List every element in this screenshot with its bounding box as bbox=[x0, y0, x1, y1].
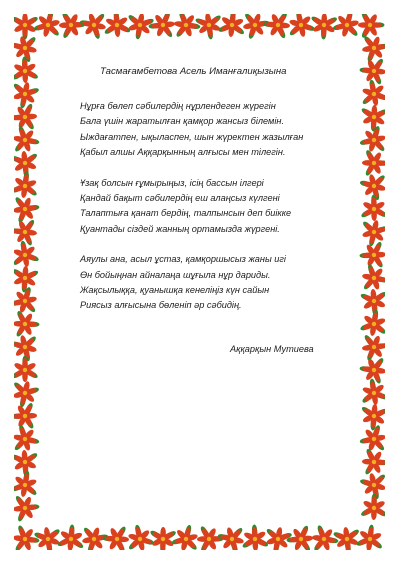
poinsettia-flower bbox=[357, 397, 385, 433]
signature: Аққарқын Мутиева bbox=[230, 344, 314, 354]
poinsettia-flower bbox=[356, 281, 385, 319]
poinsettia-flower bbox=[14, 423, 42, 456]
poem-line: Қабыл алшы Аққарқынның алғысы мен тілегін. bbox=[80, 147, 286, 158]
poinsettia-flower bbox=[351, 522, 385, 550]
poinsettia-flower bbox=[357, 124, 385, 157]
poem-line: Қандай бақыт сәбилердің еш алаңсыз күлгені bbox=[80, 193, 280, 204]
poinsettia-flower bbox=[14, 14, 39, 40]
poinsettia-flower bbox=[14, 56, 39, 83]
poinsettia-flower bbox=[332, 525, 363, 550]
stanza-2 bbox=[80, 176, 350, 238]
poinsettia-flower bbox=[360, 493, 385, 520]
poinsettia-flower bbox=[14, 488, 43, 526]
document-body bbox=[80, 66, 350, 314]
poinsettia-flower bbox=[14, 122, 43, 160]
poinsettia-flower bbox=[143, 520, 180, 550]
poinsettia-flower bbox=[357, 191, 385, 228]
poinsettia-flower bbox=[237, 14, 272, 43]
poinsettia-flower bbox=[147, 14, 176, 40]
poem-line: Бала үшін жаратылған қамқор жансыз білемін. bbox=[80, 116, 284, 127]
poinsettia-flower bbox=[14, 193, 41, 224]
poinsettia-flower bbox=[14, 310, 40, 339]
poinsettia-flower bbox=[14, 170, 41, 200]
poinsettia-flower bbox=[170, 521, 204, 550]
poinsettia-flower bbox=[14, 397, 44, 433]
stanza-1 bbox=[80, 99, 350, 161]
poem-line: Ұзақ болсын ғұмырыңыз, ісің бассын ілгері bbox=[80, 177, 264, 188]
stanza-3 bbox=[80, 252, 350, 314]
poinsettia-flower bbox=[235, 521, 272, 550]
poinsettia-flower bbox=[52, 14, 90, 43]
poem-line: Аяулы ана, асыл ұстаз, қамқоршысыз жаны игі bbox=[80, 254, 286, 265]
poinsettia-flower bbox=[356, 468, 385, 502]
poinsettia-flower bbox=[358, 377, 385, 408]
poinsettia-flower bbox=[56, 523, 86, 550]
poinsettia-flower bbox=[14, 99, 45, 136]
poem-line: Жақсылыққа, қуанышқа кенеліңіз күн сайын bbox=[80, 285, 270, 296]
poem-line: Риясыз алғысына бөленіп әр сәбидің. bbox=[80, 300, 242, 311]
poem-line: Ыждағатпен, ықыласпен, шын жүректен жазылған bbox=[80, 131, 304, 142]
poem-line: Талаптыға қанат бердің, талпынсын деп биікке bbox=[80, 208, 292, 219]
poinsettia-flower bbox=[359, 104, 385, 132]
poinsettia-flower bbox=[168, 14, 204, 41]
dedication-title: Тасмағамбетова Асель Иманғалиқызына bbox=[100, 66, 287, 77]
poinsettia-flower bbox=[14, 332, 42, 364]
poem-line: Нұрға бөлеп сәбилердің нұрлендеген жүрегін bbox=[80, 101, 276, 111]
poem-line: Қуантады сіздей жанның ортамызда жүргені. bbox=[80, 223, 280, 234]
poinsettia-flower bbox=[14, 215, 44, 250]
poinsettia-flower bbox=[263, 14, 291, 40]
poem-line: Өн бойыңнан айналаңа шұғыла нұр дариды. bbox=[80, 269, 271, 280]
